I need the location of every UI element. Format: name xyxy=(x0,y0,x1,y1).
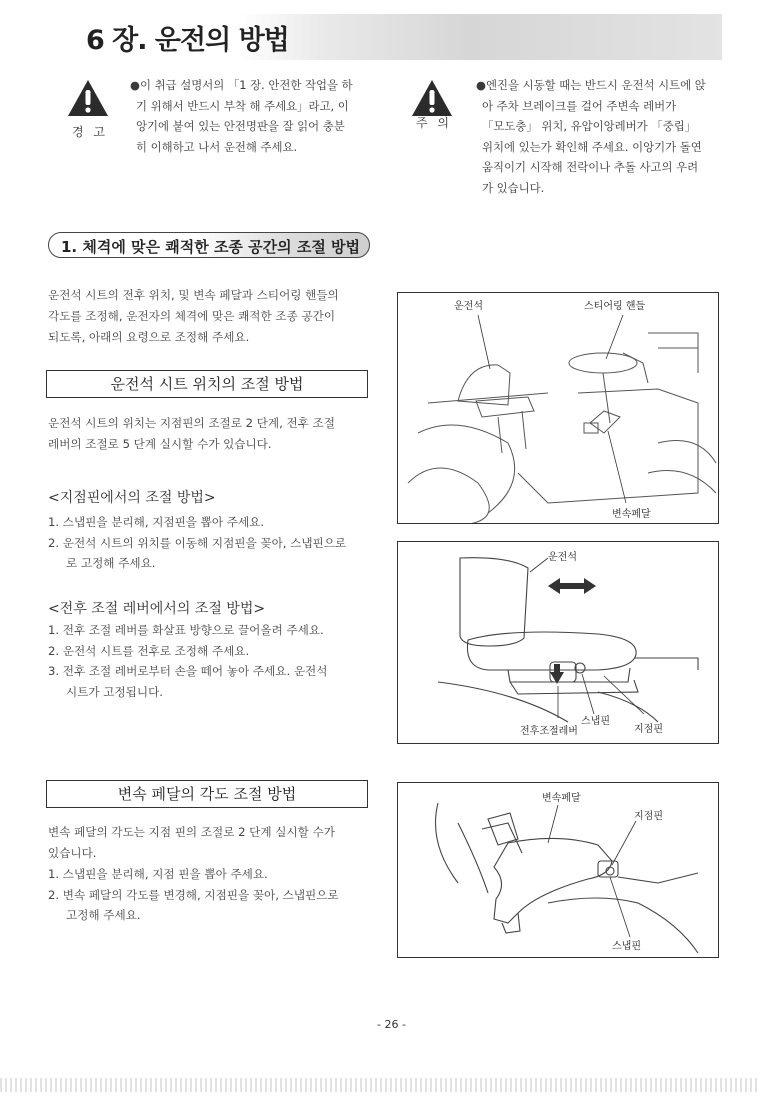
list-item: 2. 운전석 시트를 전후로 조정해 주세요. xyxy=(48,643,250,658)
lever-method-steps xyxy=(48,620,378,702)
text-line: 기 위해서 반드시 부착 해 주세요」라고, 이 xyxy=(136,98,349,113)
text-line: 위치에 있는가 확인해 주세요. 이앙기가 돌연 xyxy=(482,139,702,154)
figure-seat-adjust xyxy=(397,541,719,744)
section-heading-text: 1. 체격에 맞은 쾌적한 조종 공간의 조절 방법 xyxy=(61,238,361,256)
seat-illustration xyxy=(398,542,719,744)
figure-label: 전후조절레버 xyxy=(520,726,578,737)
figure-label: 운전석 xyxy=(548,552,577,563)
lever-method-title: <전후 조절 레버에서의 조절 방법> xyxy=(48,601,266,617)
figure-label: 변속페달 xyxy=(542,793,581,804)
text-line: 레버의 조절로 5 단계 실시할 수가 있습니다. xyxy=(48,437,272,451)
figure-label: 지점핀 xyxy=(634,811,663,822)
list-item: 2. 운전석 시트의 위치를 이동해 지점핀을 꽂아, 스냅핀으로 xyxy=(48,535,347,550)
double-arrow-icon xyxy=(548,578,596,594)
list-item: 3. 전후 조절 레버로부터 손을 떼어 놓아 주세요. 운전석 xyxy=(48,664,328,679)
pin-method-steps xyxy=(48,512,378,574)
section-intro xyxy=(48,285,378,348)
warning-left-text xyxy=(130,75,390,157)
list-item: 2. 변속 페달의 각도를 변경해, 지점핀을 꽂아, 스냅핀으로 xyxy=(48,887,339,902)
text-line: 있습니다. xyxy=(48,846,97,860)
figure-operator-station xyxy=(397,292,719,524)
text-line: 「모도충」 위치, 유압이앙레버가 「중립」 xyxy=(482,119,697,134)
seat-section-heading: 운전석 시트 위치의 조절 방법 xyxy=(46,370,368,398)
figure-label: 변속페달 xyxy=(612,509,651,520)
warning-right-label: 주 의 xyxy=(416,116,452,130)
pedal-section-heading: 변속 페달의 각도 조절 방법 xyxy=(46,780,368,808)
figure-label: 스냅핀 xyxy=(581,716,610,727)
list-item: 로 고정해 주세요. xyxy=(66,556,156,571)
warning-left xyxy=(60,72,380,172)
warning-right xyxy=(404,72,734,212)
figure-label: 운전석 xyxy=(454,301,483,312)
figure-label: 스티어링 핸들 xyxy=(584,301,646,312)
figure-pedal-adjust xyxy=(397,782,719,958)
text-line: 앙기에 붙여 있는 안전명판을 잘 읽어 충분 xyxy=(136,119,345,134)
pedal-illustration xyxy=(398,783,719,958)
seat-section-intro xyxy=(48,413,378,455)
chapter-title: 6 장. 운전의 방법 xyxy=(86,25,289,56)
text-line: 각도를 조정해, 운전자의 체격에 맞은 쾌적한 조종 공간이 xyxy=(48,309,336,323)
list-item: 고정해 주세요. xyxy=(66,908,141,923)
scan-edge xyxy=(0,1078,760,1092)
list-item: 1. 전후 조절 레버를 화살표 방향으로 끌어올려 주세요. xyxy=(48,623,324,637)
text-line: 되도록, 아래의 요령으로 조정해 주세요. xyxy=(48,330,250,344)
text-line: 변속 페달의 각도는 지점 핀의 조절로 2 단계 실시할 수가 xyxy=(48,825,335,839)
text-line: ●이 취급 설명서의 「1 장. 안전한 작업을 하 xyxy=(130,78,353,92)
warning-triangle-icon xyxy=(410,78,454,118)
figure-label: 지점핀 xyxy=(634,724,663,735)
text-line: 아 주차 브레이크를 걸어 주변속 레버가 xyxy=(482,98,677,113)
warning-left-label: 경 고 xyxy=(72,125,108,139)
pin-method-title: <지점핀에서의 조절 방법> xyxy=(48,490,216,506)
pedal-section-steps xyxy=(48,864,378,926)
pedal-section-intro xyxy=(48,822,378,864)
page-number: - 26 - xyxy=(377,1018,406,1031)
list-item: 1. 스냅핀을 분리해, 지점 핀을 뽑아 주세요. xyxy=(48,867,268,881)
list-item: 시트가 고정됩니다. xyxy=(66,684,163,699)
section-heading xyxy=(48,232,370,258)
warning-right-text xyxy=(476,75,738,199)
text-line: 움직이기 시작해 전락이나 추돌 사고의 우려 xyxy=(482,160,699,175)
text-line: 가 있습니다. xyxy=(482,180,545,195)
text-line: 히 이해하고 나서 운전해 주세요. xyxy=(136,139,298,154)
text-line: 운전석 시트의 위치는 지점핀의 조절로 2 단계, 전후 조절 xyxy=(48,416,335,430)
warning-triangle-icon xyxy=(66,78,110,118)
text-line: 운전석 시트의 전후 위치, 및 변속 페달과 스티어링 핸들의 xyxy=(48,288,339,302)
text-line: ●엔진을 시동할 때는 반드시 운전석 시트에 앉 xyxy=(476,78,706,92)
figure-label: 스냅핀 xyxy=(612,941,641,952)
up-arrow-icon xyxy=(550,664,564,684)
operator-station-illustration xyxy=(398,293,719,524)
list-item: 1. 스냅핀을 분리해, 지점핀을 뽑아 주세요. xyxy=(48,515,265,529)
